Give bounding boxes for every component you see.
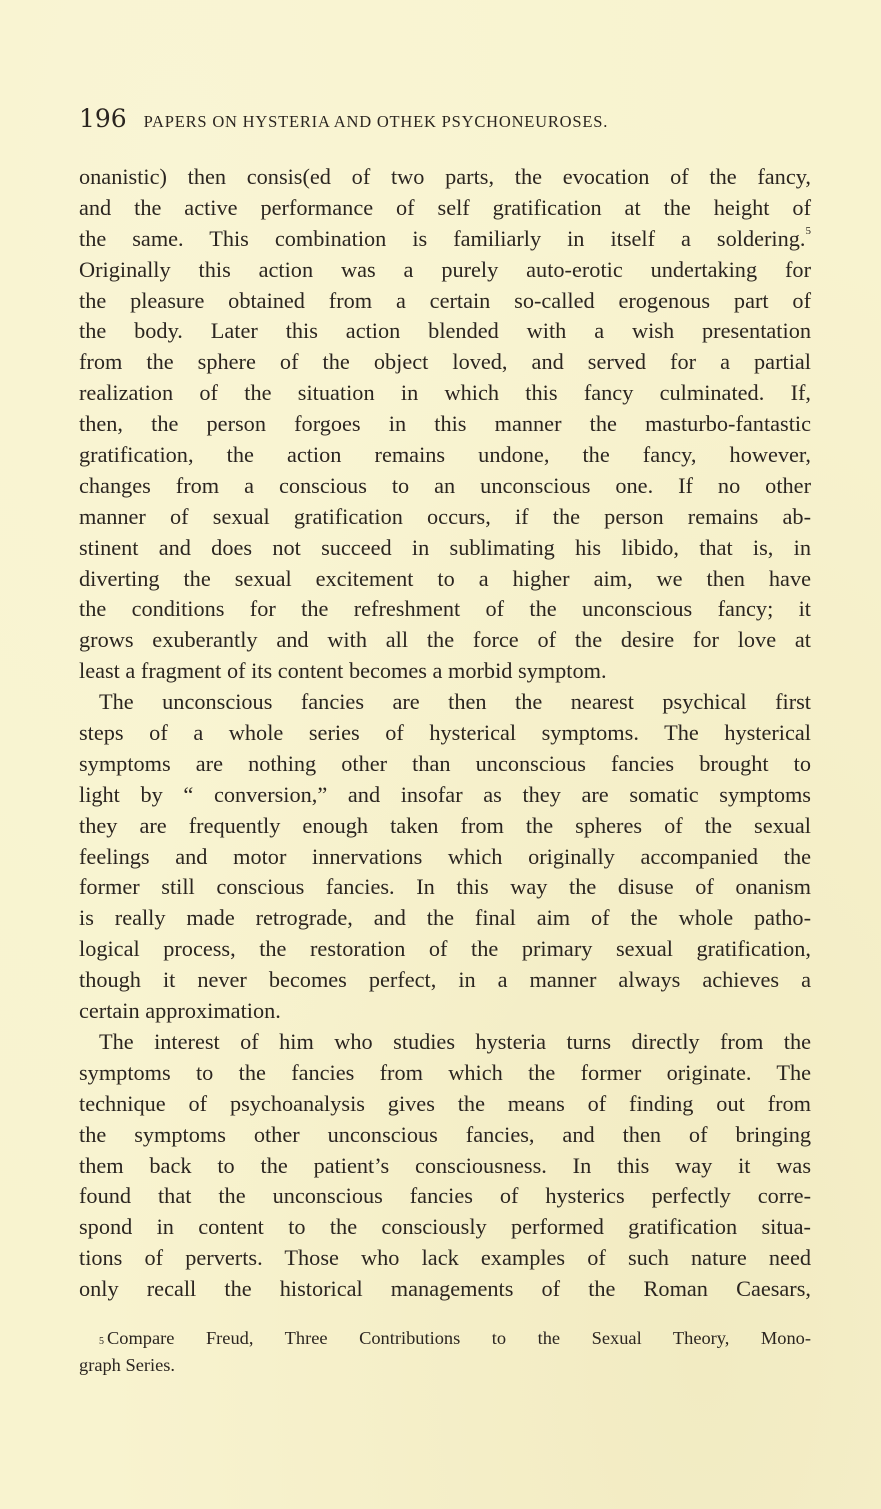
footnote-ref: 5 xyxy=(805,224,811,237)
page-number: 196 xyxy=(79,104,127,133)
text-line: Originally this action was a purely auto-erotic undertaking for xyxy=(79,256,811,282)
body-text xyxy=(79,162,811,1305)
text-line: The interest of him who studies hysteria turns directly from the xyxy=(99,1028,811,1054)
text-line: the body. Later this action blended with a wish presentation xyxy=(79,318,811,344)
text-line: The unconscious fancies are then the nearest psychical first xyxy=(99,689,811,715)
paragraph xyxy=(79,687,811,1027)
text-line: and the active performance of self gratification at the height of xyxy=(79,194,811,220)
text-line: from the sphere of the object loved, and served for a partial xyxy=(79,349,811,375)
text-segment: the same. This combination is familiarly in itself a soldering. xyxy=(79,225,806,251)
text-line: certain approximation. xyxy=(79,998,281,1024)
text-line: onanistic) then consis(ed of two parts, the evocation of the fancy, xyxy=(79,164,811,189)
text-line: feelings and motor innervations which originally accompanied the xyxy=(79,843,811,869)
text-line: them back to the patient’s consciousness. In this way it was xyxy=(79,1152,811,1178)
text-line: found that the unconscious fancies of hysterics perfectly corre- xyxy=(79,1183,811,1209)
text-line: stinent and does not succeed in sublimating his libido, that is, in xyxy=(79,534,811,560)
footnote xyxy=(79,1325,811,1379)
running-head xyxy=(79,104,819,134)
text-line: the conditions for the refreshment of the unconscious fancy; it xyxy=(79,596,811,622)
text-line: realization of the situation in which this fancy culminated. If, xyxy=(79,380,811,406)
text-line: is really made retrograde, and the final aim of the whole patho- xyxy=(79,905,811,931)
text-line: technique of psychoanalysis gives the means of finding out from xyxy=(79,1090,811,1116)
text-line: symptoms are nothing other than unconscious fancies brought to xyxy=(79,750,811,776)
footnote-mark: 5 xyxy=(99,1336,104,1347)
text-line: changes from a conscious to an unconscious one. If no other xyxy=(79,472,811,498)
footnote-line: graph Series. xyxy=(79,1355,176,1375)
text-line: former still conscious fancies. In this way the disuse of onanism xyxy=(79,874,811,900)
text-line-with-footnote-ref xyxy=(79,224,811,255)
text-line: spond in content to the consciously performed gratification situa- xyxy=(79,1214,811,1240)
text-line: symptoms to the fancies from which the former originate. The xyxy=(79,1059,811,1085)
text-line: only recall the historical managements of the Roman Caesars, xyxy=(79,1276,811,1302)
text-line: then, the person forgoes in this manner the masturbo-fantastic xyxy=(79,411,811,437)
footnote-text: Compare Freud, Three Contributions to the Sexual Theory, Mono- xyxy=(107,1328,811,1348)
text-line: light by “ conversion,” and insofar as they are somatic symptoms xyxy=(79,781,811,807)
text-line: manner of sexual gratification occurs, if the person remains ab- xyxy=(79,503,811,529)
footnote-line xyxy=(79,1325,811,1352)
text-line: least a fragment of its content becomes a morbid symptom. xyxy=(79,658,607,684)
text-line: steps of a whole series of hysterical symptoms. The hysterical xyxy=(79,720,811,746)
paragraph xyxy=(79,162,811,687)
text-line: the pleasure obtained from a certain so-called erogenous part of xyxy=(79,287,811,313)
text-line: logical process, the restoration of the primary sexual gratification, xyxy=(79,936,811,962)
text-line: gratification, the action remains undone, the fancy, however, xyxy=(79,442,811,468)
text-line: diverting the sexual excitement to a higher aim, we then have xyxy=(79,565,811,591)
text-line: they are frequently enough taken from the spheres of the sexual xyxy=(79,812,811,838)
text-line: grows exuberantly and with all the force of the desire for love at xyxy=(79,627,811,653)
running-title: PAPERS ON HYSTERIA AND OTHEK PSYCHONEUROSES. xyxy=(143,112,609,131)
paragraph xyxy=(79,1027,811,1305)
text-line: the symptoms other unconscious fancies, and then of bringing xyxy=(79,1121,811,1147)
text-line: tions of perverts. Those who lack examples of such nature need xyxy=(79,1245,811,1271)
footnotes xyxy=(79,1325,811,1379)
text-line: though it never becomes perfect, in a manner always achieves a xyxy=(79,967,811,993)
